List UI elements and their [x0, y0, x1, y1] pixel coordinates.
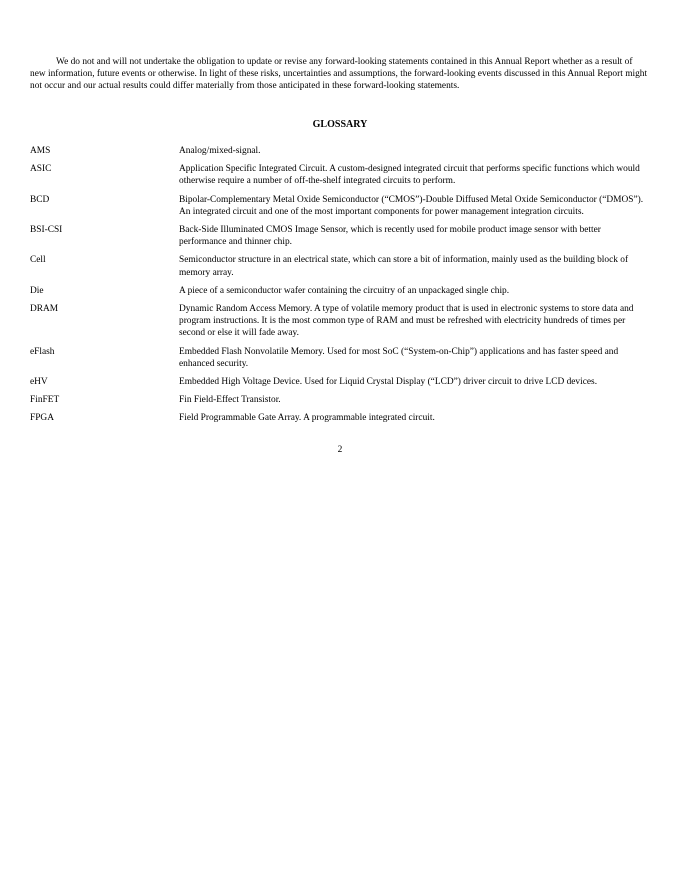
glossary-definition: Dynamic Random Access Memory. A type of volatile memory product that is used in electronic systems to store data and program instructions. It is the most common type of RAM and must be refreshed with electricity hundreds of times per second or else it will fade away. [179, 304, 634, 339]
glossary-term: AMS [30, 146, 51, 156]
glossary-row [30, 346, 650, 376]
glossary-definition: Bipolar-Complementary Metal Oxide Semiconductor (“CMOS”)-Double Diffused Metal Oxide Semiconductor (“DMOS”). An integrated circuit and one of the most important components for power management integration circuits. [179, 194, 644, 217]
glossary-row [30, 285, 650, 303]
document-page [30, 56, 650, 455]
glossary-term: Die [30, 285, 44, 296]
glossary-term: eHV [30, 377, 48, 388]
glossary-table [30, 145, 650, 431]
glossary-term: ASIC [30, 164, 52, 175]
glossary-row [30, 412, 650, 430]
glossary-row [30, 254, 650, 284]
glossary-definition: Embedded Flash Nonvolatile Memory. Used for most SoC (“System-on-Chip”) applications and has faster speed and enhanced security. [179, 346, 619, 369]
glossary-definition: A piece of a semiconductor wafer containing the circuitry of an unpackaged single chip. [179, 285, 510, 296]
glossary-term: eFlash [30, 346, 55, 357]
glossary-definition: Application Specific Integrated Circuit. A custom-designed integrated circuit that performs specific functions which would otherwise require a number of off-the-shelf integrated circuits to perform. [179, 164, 640, 187]
glossary-row [30, 394, 650, 412]
glossary-definition: Embedded High Voltage Device. Used for Liquid Crystal Display (“LCD”) driver circuit to drive LCD devices. [179, 377, 598, 388]
intro-paragraph: We do not and will not undertake the obligation to update or revise any forward-looking statements contained in this Annual Report whether as a result of new information, future events or otherwise. In light of these risks, uncertainties and assumptions, the forward-looking events discussed in this Annual Report might not occur and our actual results could differ materially from those anticipated in these forward-looking statements. [30, 57, 648, 92]
glossary-definition: Fin Field-Effect Transistor. [179, 395, 281, 406]
glossary-row [30, 145, 650, 163]
glossary-definition: Semiconductor structure in an electrical state, which can store a bit of information, mainly used as the building block of memory array. [179, 255, 629, 278]
glossary-row [30, 224, 650, 254]
glossary-definition: Field Programmable Gate Array. A programmable integrated circuit. [179, 413, 435, 424]
glossary-term: Cell [30, 255, 46, 266]
glossary-row [30, 376, 650, 394]
glossary-term: BSI-CSI [30, 225, 63, 236]
glossary-term: DRAM [30, 304, 59, 315]
glossary-row [30, 194, 650, 224]
glossary-term: FPGA [30, 413, 54, 424]
glossary-title: GLOSSARY [312, 119, 368, 130]
glossary-definition: Back-Side Illuminated CMOS Image Sensor, which is recently used for mobile product image sensor with better performance and thinner chip. [179, 225, 601, 248]
glossary-term: BCD [30, 194, 50, 205]
glossary-definition: Analog/mixed-signal. [179, 146, 261, 156]
glossary-row [30, 303, 650, 346]
glossary-term: FinFET [30, 395, 60, 406]
page-number: 2 [337, 445, 343, 455]
glossary-row [30, 163, 650, 193]
